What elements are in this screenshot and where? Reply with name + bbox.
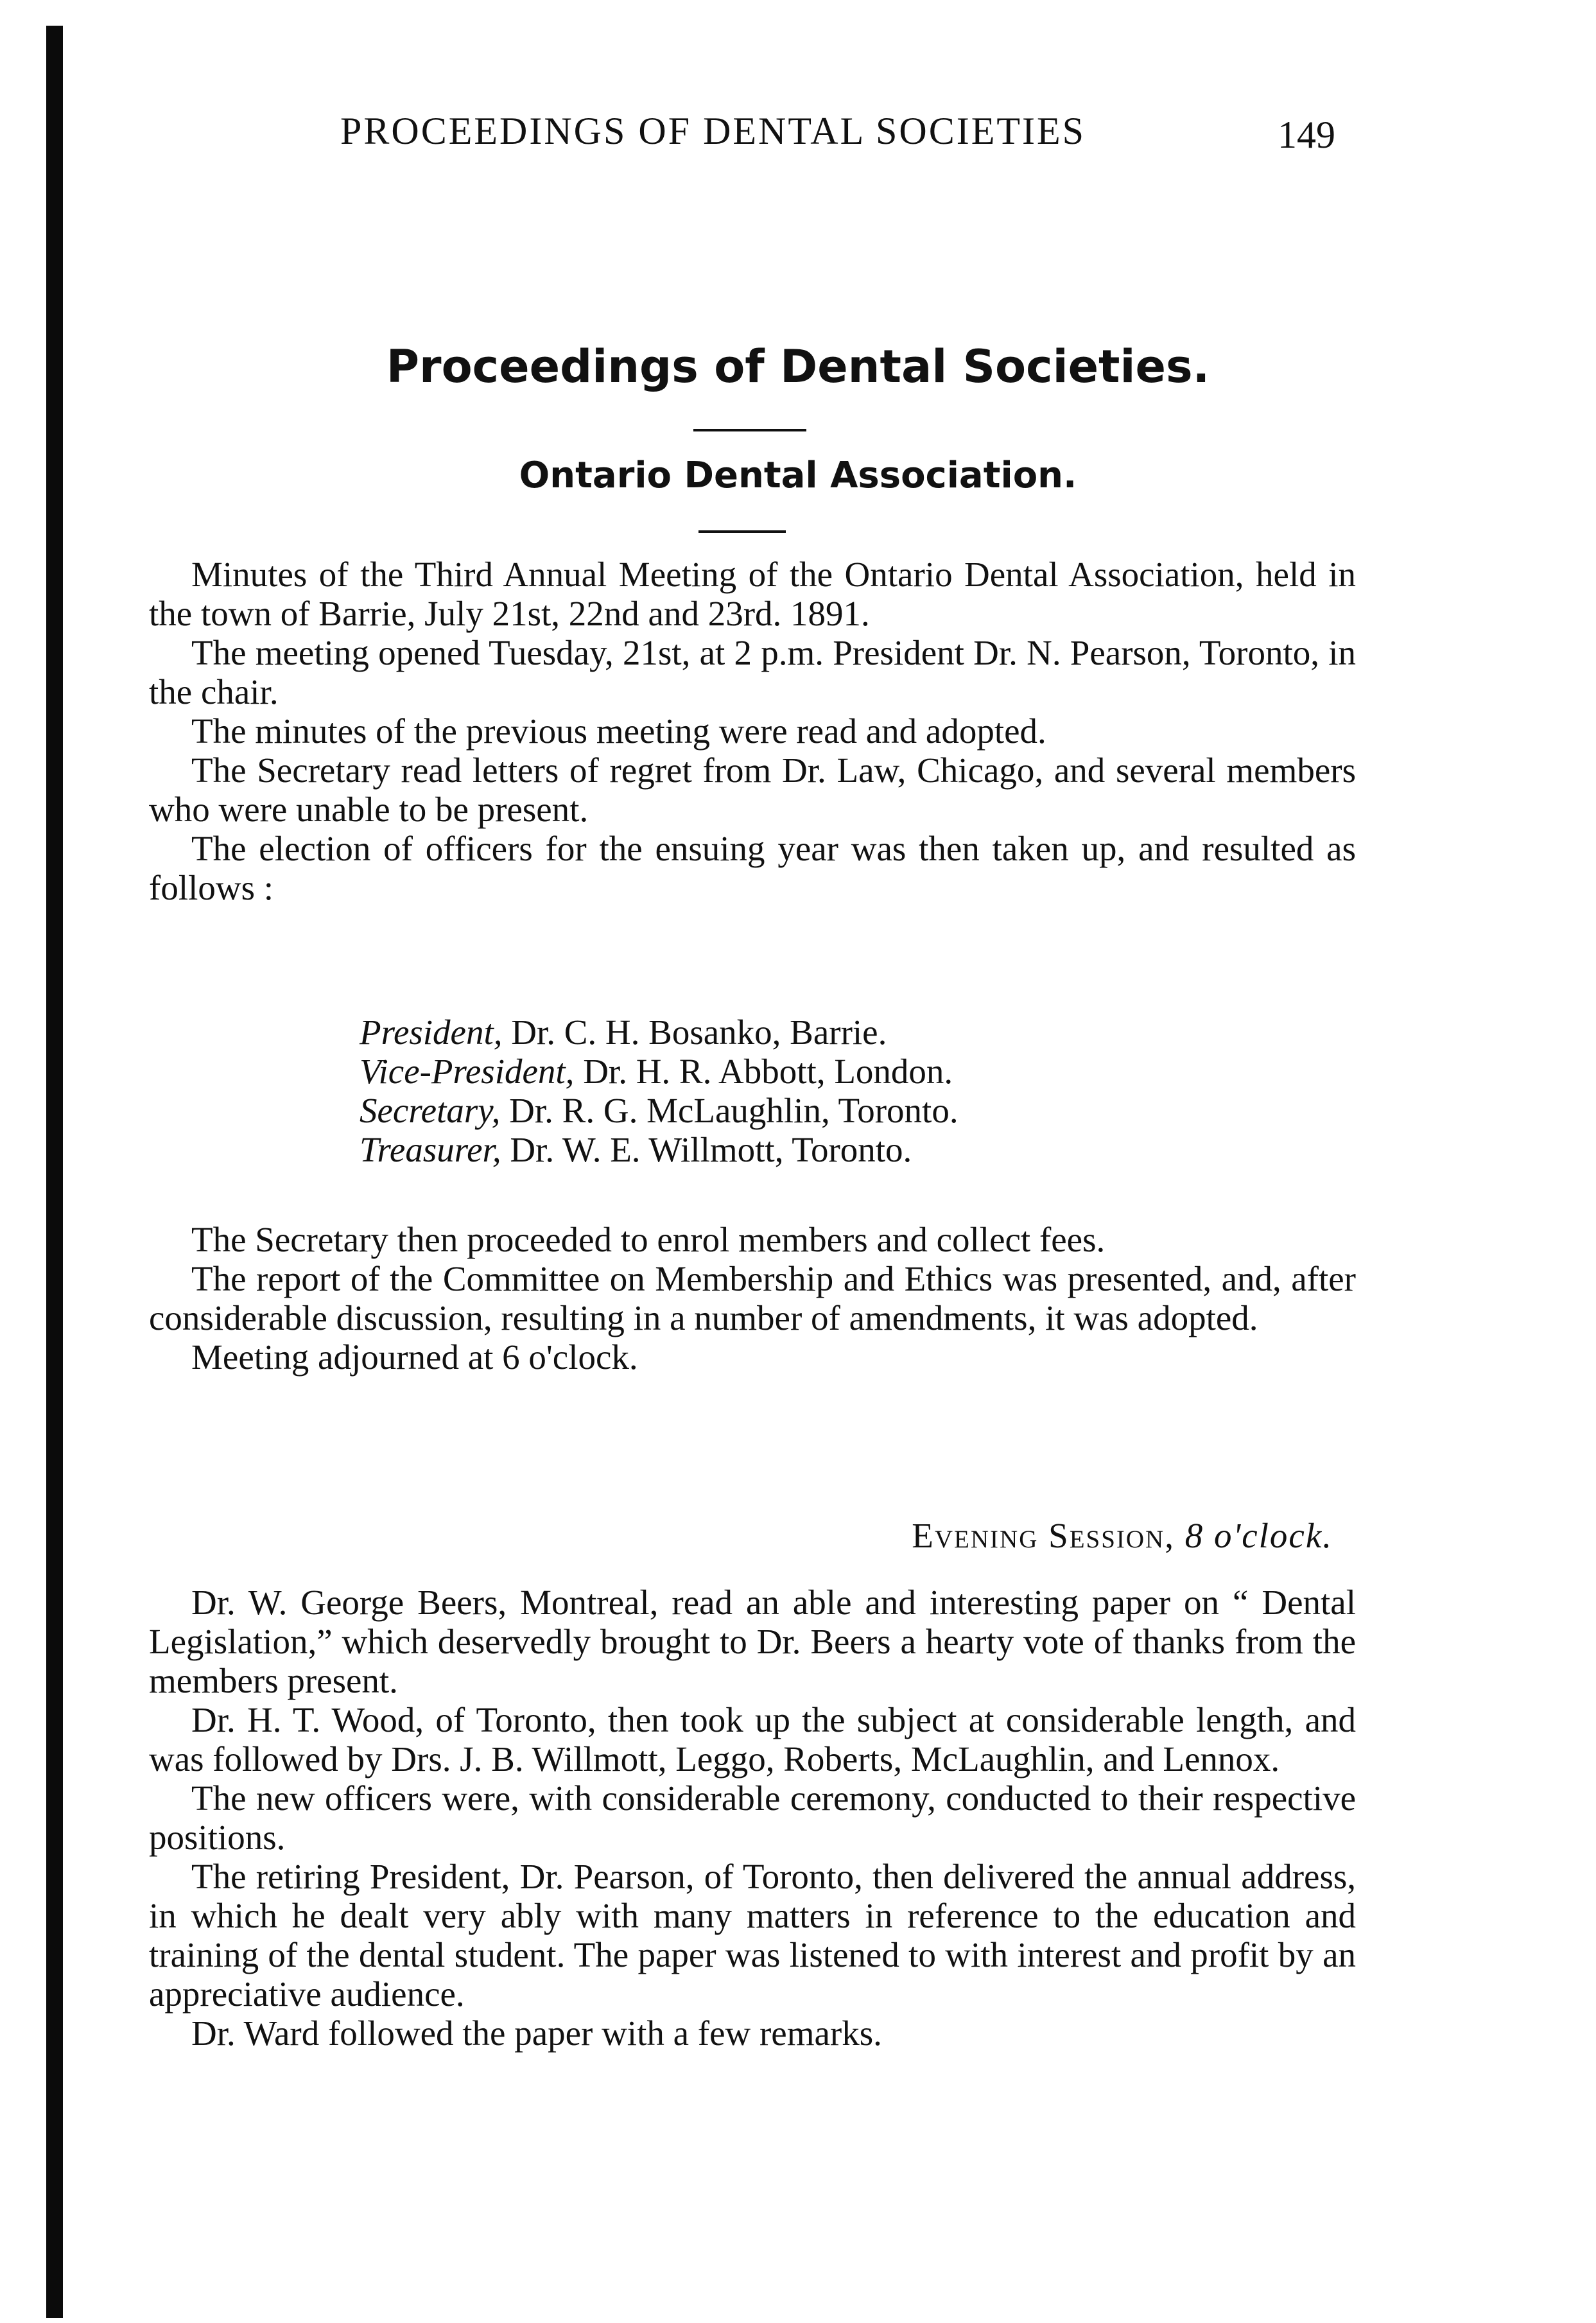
officer-president [360, 1013, 958, 1052]
officer-role: Treasurer, [360, 1130, 501, 1169]
officer-vice-president [360, 1052, 958, 1091]
subtitle-rule [698, 530, 786, 533]
session-label: Evening Session, [912, 1516, 1175, 1555]
annual-address-paragraph: The retiring President, Dr. Pearson, of Toronto, then delivered the annual address, in which he dealt very ably with many matters in reference to the education and training of the dental student. The paper was listened to with interest and profit by an appreciative audience. [149, 1857, 1356, 2014]
association-heading: Ontario Dental Association. [519, 455, 1077, 496]
officer-role: Secretary, [360, 1091, 501, 1130]
officer-role: Vice-President, [360, 1052, 575, 1091]
officer-role: President, [360, 1013, 503, 1052]
minutes-adopted-paragraph: The minutes of the previous meeting were read and adopted. [191, 711, 1046, 751]
title-rule [693, 429, 806, 431]
officer-name: Dr. R. G. McLaughlin, Toronto. [500, 1091, 958, 1130]
new-officers-paragraph: The new officers were, with considerable ceremony, conducted to their respective positions. [149, 1779, 1356, 1857]
after-election-section [149, 1220, 1356, 1377]
beers-paper-paragraph: Dr. W. George Beers, Montreal, read an able and interesting paper on “ Dental Legislation,” which deservedly brought to Dr. Beers a hearty vote of thanks from the members present. [149, 1583, 1356, 1700]
officer-treasurer [360, 1130, 958, 1169]
committee-report-paragraph: The report of the Committee on Membership and Ethics was presented, and, after considerable discussion, resulting in a number of amendments, it was adopted. [149, 1259, 1356, 1337]
election-paragraph: The election of officers for the ensuing year was then taken up, and resulted as follows : [149, 829, 1356, 907]
officer-name: Dr. W. E. Willmott, Toronto. [501, 1130, 912, 1169]
intro-section [149, 555, 1356, 907]
evening-session-heading [912, 1515, 1333, 1556]
letters-of-regret-paragraph: The Secretary read letters of regret from Dr. Law, Chicago, and several members who were unable to be present. [149, 751, 1356, 829]
running-head: PROCEEDINGS OF DENTAL SOCIETIES [340, 110, 1086, 152]
evening-section [149, 1583, 1356, 2053]
page-number: 149 [1278, 114, 1335, 156]
wood-discussion-paragraph: Dr. H. T. Wood, of Toronto, then took up the subject at considerable length, and was followed by Drs. J. B. Willmott, Leggo, Roberts, McLaughlin, and Lennox. [149, 1700, 1356, 1779]
adjourned-paragraph: Meeting adjourned at 6 o'clock. [191, 1337, 638, 1377]
officer-secretary [360, 1091, 958, 1130]
minutes-paragraph: Minutes of the Third Annual Meeting of the Ontario Dental Association, held in the town of Barrie, July 21st, 22nd and 23rd. 1891. [149, 555, 1356, 633]
session-time: 8 o'clock. [1184, 1516, 1333, 1555]
ward-remarks-paragraph: Dr. Ward followed the paper with a few remarks. [191, 2014, 882, 2053]
officer-name: Dr. C. H. Bosanko, Barrie. [502, 1013, 887, 1052]
officers-list [360, 1013, 958, 1169]
meeting-opened-paragraph: The meeting opened Tuesday, 21st, at 2 p.m. President Dr. N. Pearson, Toronto, in the chair. [149, 633, 1356, 711]
article-title: Proceedings of Dental Societies. [386, 340, 1210, 393]
officer-name: Dr. H. R. Abbott, London. [574, 1052, 953, 1091]
enrol-members-paragraph: The Secretary then proceeded to enrol members and collect fees. [191, 1220, 1106, 1259]
